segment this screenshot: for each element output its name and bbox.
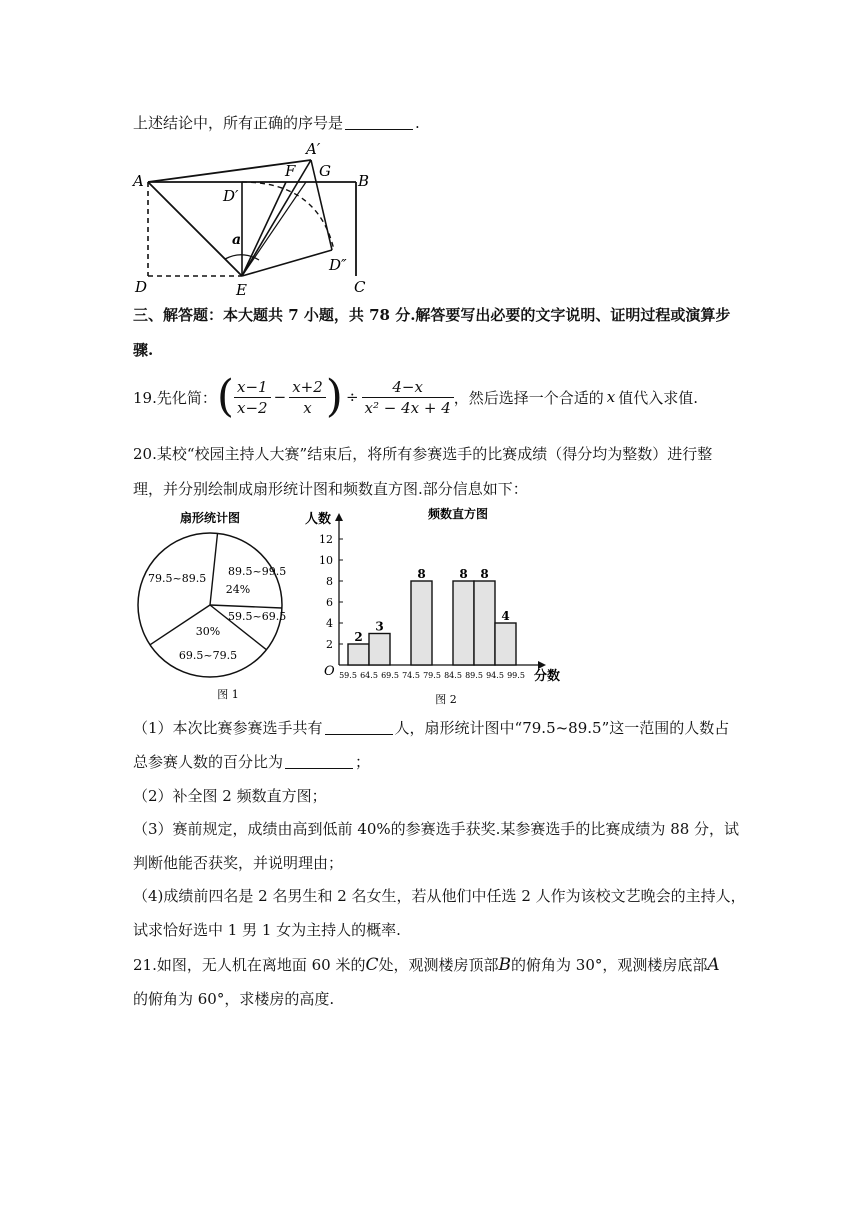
y-tick-label: 12: [319, 533, 333, 546]
histogram-xlabel: 分数: [534, 669, 561, 684]
pie-label-59-69: 59.5~69.5: [228, 610, 287, 623]
histogram-bar: [474, 581, 495, 665]
pie-value-69-79: 30%: [195, 625, 221, 638]
section-3-header-line2: 骤.: [133, 341, 154, 359]
fraction-3: $\frac{4-x}{\text{x² − 4x + 4}}$: [362, 377, 454, 418]
histogram-caption: 图 2: [435, 693, 457, 706]
pie-label-69-79: 69.5~79.5: [178, 649, 238, 662]
label-B: B: [358, 172, 370, 190]
pie-title: 扇形统计图: [179, 511, 241, 525]
x-axis-arrow: [538, 661, 546, 669]
histogram-bar: [369, 634, 390, 666]
q20-line2: 理，并分别绘制成扇形统计图和频数直方图.部分信息如下：: [133, 480, 528, 498]
pie-value-89-99: 24%: [225, 583, 251, 596]
y-tick-label: 6: [326, 596, 333, 609]
label-E: E: [236, 281, 247, 299]
bar-value-label: 8: [480, 567, 489, 581]
x-tick-label: 99.5: [507, 671, 525, 680]
q20-part4-line1: （4)成绩前四名是 2 名男生和 2 名女生，若从他们中任选 2 人作为该校文艺晚会的主持人，: [133, 887, 746, 905]
y-tick-label: 8: [326, 575, 333, 588]
pie-chart-figure: [128, 505, 293, 705]
q20-part3-line1: （3）赛前规定，成绩由高到低前 40%的参赛选手获奖.某参赛选手的比赛成绩为 88 分，试: [133, 820, 740, 838]
label-C: C: [354, 278, 366, 296]
q20-part1-line2: 总参赛人数的百分比为 ；: [133, 753, 371, 771]
dashed-arc: [242, 182, 334, 250]
bar-value-label: 4: [501, 609, 510, 623]
prev-question-line: 上述结论中，所有正确的序号是 .: [133, 114, 420, 132]
histogram-ylabel: 人数: [305, 512, 332, 527]
label-Ddouble: D″: [329, 256, 347, 274]
histogram-figure: [298, 505, 573, 715]
segment-EF: [242, 182, 286, 276]
label-a: a: [232, 232, 242, 248]
x-tick-label: 64.5: [360, 671, 378, 680]
q20-part4-line2: 试求恰好选中 1 男 1 女为主持人的概率.: [133, 921, 401, 939]
bar-value-label: 3: [375, 619, 384, 634]
y-tick-label: 4: [326, 617, 333, 630]
histogram-title: 频数直方图: [427, 507, 489, 521]
label-F: F: [285, 162, 296, 180]
q20-line1: 20.某校“校园主持人大赛”结束后，将所有参赛选手的比赛成绩（得分均为整数）进行整: [133, 445, 713, 463]
answer-blank-percent[interactable]: [285, 754, 353, 769]
q21-line2: 的俯角为 60°，求楼房的高度.: [133, 990, 335, 1008]
pie-label-79-89: 79.5~89.5: [148, 572, 207, 585]
fraction-1: $\frac{x-1}{x-2}$: [234, 377, 271, 418]
left-paren: (: [216, 371, 235, 422]
y-axis-arrow: [335, 513, 343, 521]
x-tick-label: 74.5: [402, 671, 420, 680]
x-tick-label: 59.5: [339, 671, 357, 680]
q19: 19.先化简： ( $\frac{x-1}{x-2}$ − $\frac{x+2}{x}$ ) ÷ $\frac{4-x}{\text{x² − 4x + 4}}$ ，然后选择一个合适的 x 值代入求值.: [133, 371, 699, 422]
right-paren: ): [325, 371, 343, 422]
histogram-bar: [348, 644, 369, 665]
pie-label-89-99: 89.5~99.5: [228, 565, 287, 578]
histogram-x-ticks: [339, 671, 525, 680]
label-Dprime: D′: [223, 187, 239, 205]
y-tick-label: 2: [326, 638, 333, 651]
x-tick-label: 84.5: [444, 671, 462, 680]
histogram-bar: [495, 623, 516, 665]
histogram-bar: [411, 581, 432, 665]
section-3-header-line1: 三、解答题：本大题共 7 小题，共 78 分.解答要写出必要的文字说明、证明过程或演算步: [133, 306, 731, 324]
bar-value-label: 8: [459, 567, 468, 581]
histogram-origin: O: [324, 664, 335, 679]
label-Aprime: A′: [306, 140, 321, 158]
answer-blank[interactable]: [345, 115, 413, 130]
x-tick-label: 69.5: [381, 671, 399, 680]
pie-caption: 图 1: [217, 688, 239, 701]
q20-part1-line1: （1）本次比赛参赛选手共有 人，扇形统计图中“79.5~89.5”这一范围的人数占: [133, 719, 730, 737]
q20-part3-line2: 判断他能否获奖，并说明理由；: [133, 854, 344, 872]
x-tick-label: 79.5: [423, 671, 441, 680]
histogram-bar: [453, 581, 474, 665]
label-A: A: [133, 172, 144, 190]
geometry-figure: [128, 138, 378, 300]
label-D: D: [135, 278, 148, 296]
segment-EG: [242, 182, 306, 276]
answer-blank-total[interactable]: [325, 720, 393, 735]
fraction-2: $\frac{x+2}{x}$: [289, 377, 326, 418]
bar-value-label: 8: [417, 567, 426, 581]
x-tick-label: 89.5: [465, 671, 483, 680]
label-G: G: [319, 162, 331, 180]
y-tick-label: 10: [319, 554, 333, 567]
histogram-bars: [348, 567, 516, 665]
q21-line1: 21.如图，无人机在离地面 60 米的C处，观测楼房顶部B的俯角为 30°，观测楼房底部A: [133, 955, 720, 975]
bar-value-label: 2: [354, 630, 363, 644]
q20-part2: （2）补全图 2 频数直方图；: [133, 787, 327, 805]
x-tick-label: 94.5: [486, 671, 504, 680]
